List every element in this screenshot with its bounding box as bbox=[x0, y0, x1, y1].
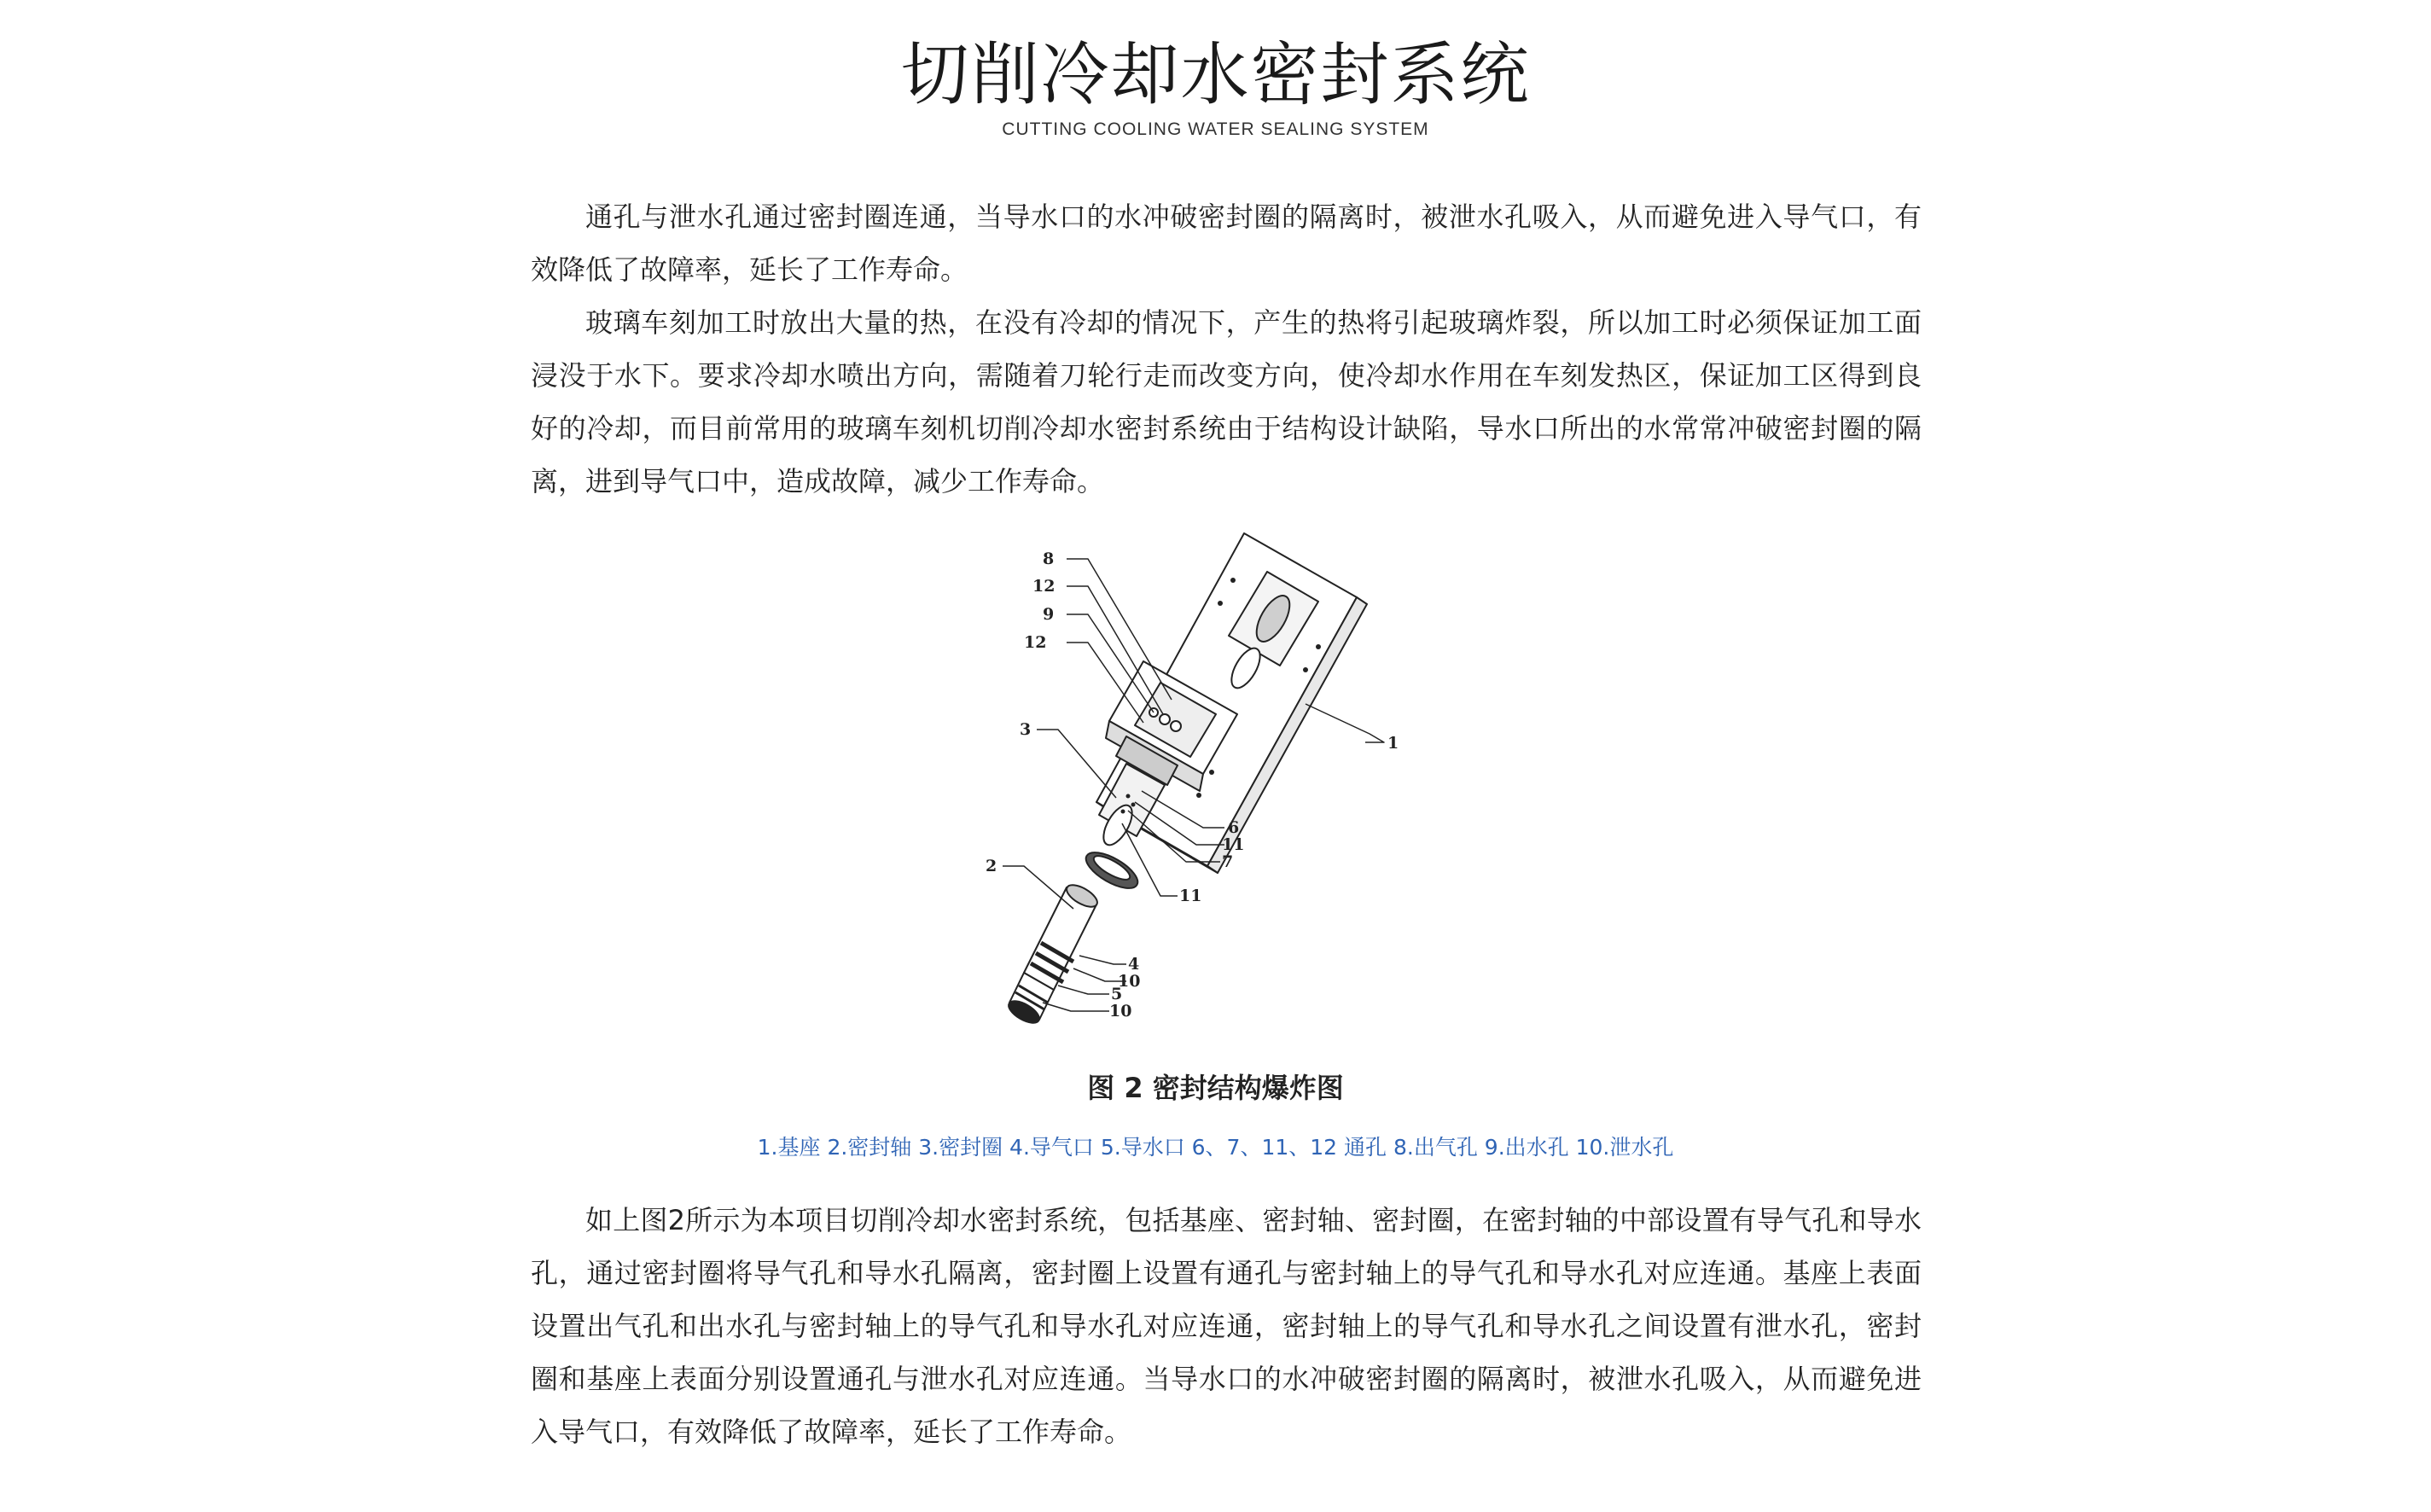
callout-5: 5 bbox=[1111, 985, 1123, 1003]
callout-11-upper: 11 bbox=[1222, 835, 1245, 854]
paragraph-intro: 通孔与泄水孔通过密封圈连通，当导水口的水冲破密封圈的隔离时，被泄水孔吸入，从而避免进入导气口，有效降低了故障率，延长了工作寿命。 bbox=[531, 201, 1922, 286]
figure-caption: 图 2 密封结构爆炸图 bbox=[1087, 1072, 1344, 1104]
callout-12-upper: 12 bbox=[1032, 577, 1056, 596]
callout-7: 7 bbox=[1222, 852, 1234, 871]
sealing-ring-shape bbox=[1081, 846, 1143, 895]
callout-1: 1 bbox=[1387, 734, 1399, 753]
callout-3: 3 bbox=[1020, 720, 1032, 739]
callout-10-upper: 10 bbox=[1118, 972, 1141, 991]
exploded-view-diagram bbox=[930, 525, 1459, 1032]
paragraph-system-description: 如上图2所示为本项目切削冷却水密封系统，包括基座、密封轴、密封圈，在密封轴的中部设置有导气孔和导水孔，通过密封圈将导气孔和导水孔隔离，密封圈上设置有通孔与密封轴上的导气孔和导水孔对应连通。基座上表面设置出气孔和出水孔与密封轴上的导气孔和导水孔对应连通，密封轴上的导气孔和导水孔之间设置有泄水孔，密封圈和基座上表面分别设置通孔与泄水孔对应连通。当导水口的水冲破密封圈的隔离时，被泄水孔吸入，从而避免进入导气口，有效降低了故障率，延长了工作寿命。 bbox=[531, 1204, 1922, 1448]
callout-10-lower: 10 bbox=[1109, 1002, 1132, 1021]
callout-9: 9 bbox=[1043, 605, 1055, 624]
callout-4: 4 bbox=[1128, 955, 1140, 974]
callout-2: 2 bbox=[986, 857, 997, 875]
page-title: 切削冷却水密封系统 bbox=[900, 35, 1531, 114]
page-subtitle: CUTTING COOLING WATER SEALING SYSTEM bbox=[1002, 119, 1429, 139]
figure-legend: 1.基座 2.密封轴 3.密封圈 4.导气口 5.导水口 6、7、11、12 通孔 8.出气孔 9.出水孔 10.泄水孔 bbox=[757, 1135, 1674, 1160]
callout-12-lower: 12 bbox=[1024, 633, 1047, 652]
paragraph-background: 玻璃车刻加工时放出大量的热，在没有冷却的情况下，产生的热将引起玻璃炸裂，所以加工时必须保证加工面浸没于水下。要求冷却水喷出方向，需随着刀轮行走而改变方向，使冷却水作用在车刻发热区，保证加工区得到良好的冷却，而目前常用的玻璃车刻机切削冷却水密封系统由于结构设计缺陷，导水口所出的水常常冲破密封圈的隔离，进到导气口中，造成故障，减少工作寿命。 bbox=[531, 306, 1922, 497]
callout-6: 6 bbox=[1228, 818, 1240, 837]
callout-8: 8 bbox=[1043, 550, 1055, 568]
callout-11-lower: 11 bbox=[1179, 887, 1202, 905]
